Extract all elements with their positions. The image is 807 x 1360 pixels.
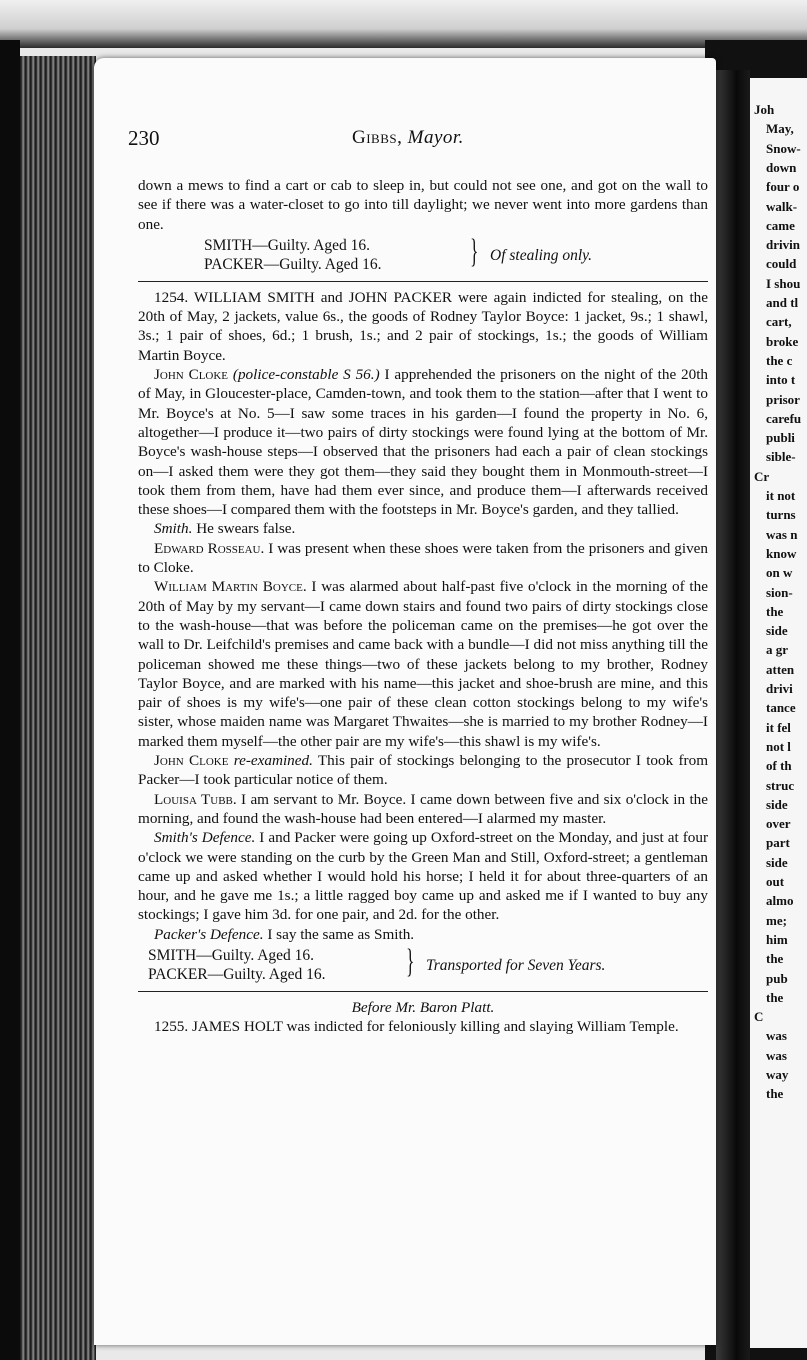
testimony-louisa-tubb bbox=[138, 790, 708, 829]
facing-page-line: was bbox=[766, 1047, 787, 1063]
running-header: Gibbs, Mayor. bbox=[352, 127, 464, 148]
facing-page-line: side bbox=[766, 796, 788, 812]
facing-page-line: sible- bbox=[766, 449, 796, 465]
facing-page-line: down bbox=[766, 159, 797, 175]
verdict-1-line-1: SMITH—Guilty. Aged 16. bbox=[204, 236, 371, 254]
defence-label: Smith's Defence. bbox=[154, 829, 256, 847]
facing-page-line: pub bbox=[766, 970, 788, 986]
defence-text: I say the same as Smith. bbox=[267, 925, 415, 943]
testimony-text: This pair of stockings belonging to the prosecutor I took from Packer—I took particular notice of them. bbox=[138, 752, 709, 789]
packer-defence bbox=[138, 925, 708, 944]
page-body bbox=[138, 176, 708, 1037]
statement-smith bbox=[138, 519, 708, 538]
testimony-edward-rosseau bbox=[138, 539, 708, 578]
facing-page-line: know bbox=[766, 545, 797, 561]
facing-page-line: me; bbox=[766, 912, 787, 928]
page-number: 230 bbox=[128, 126, 160, 150]
facing-page-line: part bbox=[766, 835, 790, 851]
book-gutter bbox=[716, 70, 750, 1360]
verdict-2-brace: } bbox=[406, 942, 415, 980]
facing-page-line: the bbox=[766, 603, 784, 619]
facing-page-line: tance bbox=[766, 700, 796, 716]
testimony-william-martin-boyce bbox=[138, 577, 708, 751]
facing-page-line: carefu bbox=[766, 410, 802, 426]
facing-page-line: the bbox=[766, 951, 784, 967]
case-separator-rule bbox=[138, 281, 708, 282]
witness-name: Louisa Tubb. bbox=[154, 790, 237, 808]
facing-page-line: of th bbox=[766, 758, 792, 774]
witness-role: (police-constable S 56.) bbox=[232, 366, 380, 384]
facing-page-line: out bbox=[766, 874, 785, 889]
witness-name: John Cloke bbox=[154, 752, 229, 770]
facing-page-line: cart, bbox=[766, 314, 792, 330]
testimony-text: I apprehended the prisoners on the night of the 20th of May, in Gloucester-place, Camden-town, and took them to the station—after that I went to Mr. Boyce's at No. 5—I saw some traces in his garden—I found the property in No. 6, altogether—I produce it—two pairs of dirty stockings were found lying at the bottom of Mr. Boyce's wash-house steps—I observed that the prisoners had each a pair of clean stockings on—I asked them were they got them—they said they bought them in Monmouth-street—I took them from them, have had them ever since, and produce them—I afterwards received these shoes—I compared them with the footsteps in Mr. Boyce's garden, and they tallied. bbox=[138, 366, 709, 519]
running-header-office: Mayor. bbox=[407, 127, 464, 148]
facing-page-line: broke bbox=[766, 333, 799, 349]
facing-page-line: not l bbox=[766, 738, 791, 754]
verdict-1-brace: } bbox=[470, 232, 479, 270]
facing-page-line: Joh bbox=[754, 102, 775, 117]
smith-defence bbox=[138, 828, 708, 924]
witness-role: re-examined. bbox=[233, 752, 313, 770]
verdict-2-sentence: Transported for Seven Years. bbox=[426, 956, 606, 974]
before-judge: Before Mr. Baron Platt. bbox=[351, 998, 495, 1016]
facing-page-fragment bbox=[750, 78, 807, 1348]
facing-page-line: drivin bbox=[766, 237, 800, 253]
facing-page-line: way bbox=[766, 1067, 789, 1082]
facing-page-line: on w bbox=[766, 565, 793, 581]
facing-page-line: I shou bbox=[766, 275, 801, 291]
facing-page-line: C bbox=[754, 1009, 764, 1025]
facing-page-line: him bbox=[766, 931, 788, 947]
scan-left-border bbox=[0, 40, 20, 1360]
verdict-2-line-2: PACKER—Guilty. Aged 16. bbox=[148, 965, 326, 983]
testimony-john-cloke-reexamined bbox=[138, 751, 708, 790]
case-1254-indictment: 1254. WILLIAM SMITH and JOHN PACKER were again indicted for stealing, on the 20th of May, 2 jackets, value 6s., the goods of Rodney Taylor Boyce: 1 jacket, 9s.; 1 shawl, 3s.; 1 pair of shoes, 6d.; 1 brush, 1s.; and 2 pair of stockings, 1s.; the goods of William Martin Boyce. bbox=[138, 288, 708, 364]
testimony-text: I was present when these shoes were taken from the prisoners and given to Cloke. bbox=[138, 539, 709, 577]
testimony-text: I am servant to Mr. Boyce. I came down between five and six o'clock in the morning, and found the wash-house had been entered—I alarmed my master. bbox=[138, 790, 709, 827]
book-page-edges bbox=[20, 56, 96, 1360]
facing-page-line: sion- bbox=[766, 584, 793, 600]
facing-page-line: was bbox=[766, 1028, 787, 1044]
facing-page-line: Snow- bbox=[766, 140, 801, 156]
facing-page-line: a gr bbox=[766, 642, 789, 658]
facing-page-line: atten bbox=[766, 661, 795, 677]
witness-name: William Martin Boyce. bbox=[154, 578, 307, 596]
facing-page-line: the c bbox=[766, 352, 793, 368]
facing-page-line: prisor bbox=[766, 391, 800, 407]
running-header-name: Gibbs bbox=[352, 127, 398, 148]
facing-page-line: the bbox=[766, 989, 784, 1005]
verdict-2-line-1: SMITH—Guilty. Aged 16. bbox=[148, 946, 315, 964]
facing-page-line: Cr bbox=[754, 468, 770, 484]
testimony-john-cloke bbox=[138, 365, 708, 519]
case-1255-indictment: 1255. JAMES HOLT was indicted for feloniously killing and slaying William Temple. bbox=[154, 1018, 679, 1036]
witness-name: Edward Rosseau. bbox=[154, 539, 265, 557]
facing-page-line: struc bbox=[766, 777, 795, 793]
defence-label: Packer's Defence. bbox=[154, 925, 264, 943]
facing-page-line: could bbox=[766, 256, 797, 272]
case-separator-rule bbox=[138, 991, 708, 992]
facing-page-line: almo bbox=[766, 893, 794, 909]
facing-page-line: publi bbox=[766, 430, 795, 446]
facing-page-line: over bbox=[766, 816, 791, 832]
facing-page-line: into t bbox=[766, 372, 796, 388]
paragraph-continuation: down a mews to find a cart or cab to sleep in, but could not see one, and got on the wall to see if there was a water-closet to go into till daylight; we never went into more gardens than one. bbox=[138, 177, 708, 233]
testimony-text: I was alarmed about half-past five o'clock in the morning of the 20th of May by my servant—I came down stairs and found two pairs of dirty stockings close to the wash-house—that was before the policeman came on the premises—he got over the wall to Dr. Leifchild's premises and came back with a bundle—I did not miss anything till the policeman showed me these things—two of these jackets belong to my brother, Rodney Taylor Boyce, and are marked with his name—this jacket and shoe-brush are mine, and this pair of shoes is my wife's—one pair of these clean cotton stockings belong to my wife's sister, whose maiden name was Margaret Thwaites—she is married to my brother Rodney—I marked them myself—the other pair are my wife's—this shawl is my wife's. bbox=[138, 578, 708, 750]
facing-page-line: it not bbox=[766, 488, 796, 503]
facing-page-line: the bbox=[766, 1086, 784, 1102]
witness-name: John Cloke bbox=[154, 366, 229, 384]
facing-page-line: side bbox=[766, 623, 788, 639]
facing-page-line: came bbox=[766, 217, 795, 233]
facing-page-line: drivi bbox=[766, 681, 793, 696]
scan-top-border bbox=[0, 0, 807, 48]
facing-page-line: May, bbox=[766, 121, 794, 137]
facing-page-line: it fel bbox=[766, 719, 791, 735]
verdict-2 bbox=[138, 942, 708, 986]
defence-text: I and Packer were going up Oxford-street on the Monday, and just at four o'clock we were standing on the curb by the Green Man and Still, Oxford-street; a gentleman came up and asked whether I would hold his horse; I held it for about three-quarters of an hour, and he gave me 1s.; a little ragged boy came up and asked me if I wanted to buy any stockings; I gave him 3d. for one pair, and 2d. for the other. bbox=[138, 829, 708, 924]
facing-page-line: and tl bbox=[766, 295, 799, 310]
facing-page-line: side bbox=[766, 854, 788, 870]
verdict-1-sentence: Of stealing only. bbox=[490, 246, 593, 264]
facing-page-line: was n bbox=[766, 526, 798, 542]
facing-page-line: turns bbox=[766, 507, 796, 523]
statement-text: He swears false. bbox=[196, 520, 296, 538]
facing-page-line: four o bbox=[766, 179, 800, 195]
facing-page-line: walk- bbox=[766, 198, 798, 214]
verdict-1-line-2: PACKER—Guilty. Aged 16. bbox=[204, 255, 382, 273]
speaker-name: Smith. bbox=[154, 520, 193, 538]
verdict-1 bbox=[138, 232, 708, 276]
